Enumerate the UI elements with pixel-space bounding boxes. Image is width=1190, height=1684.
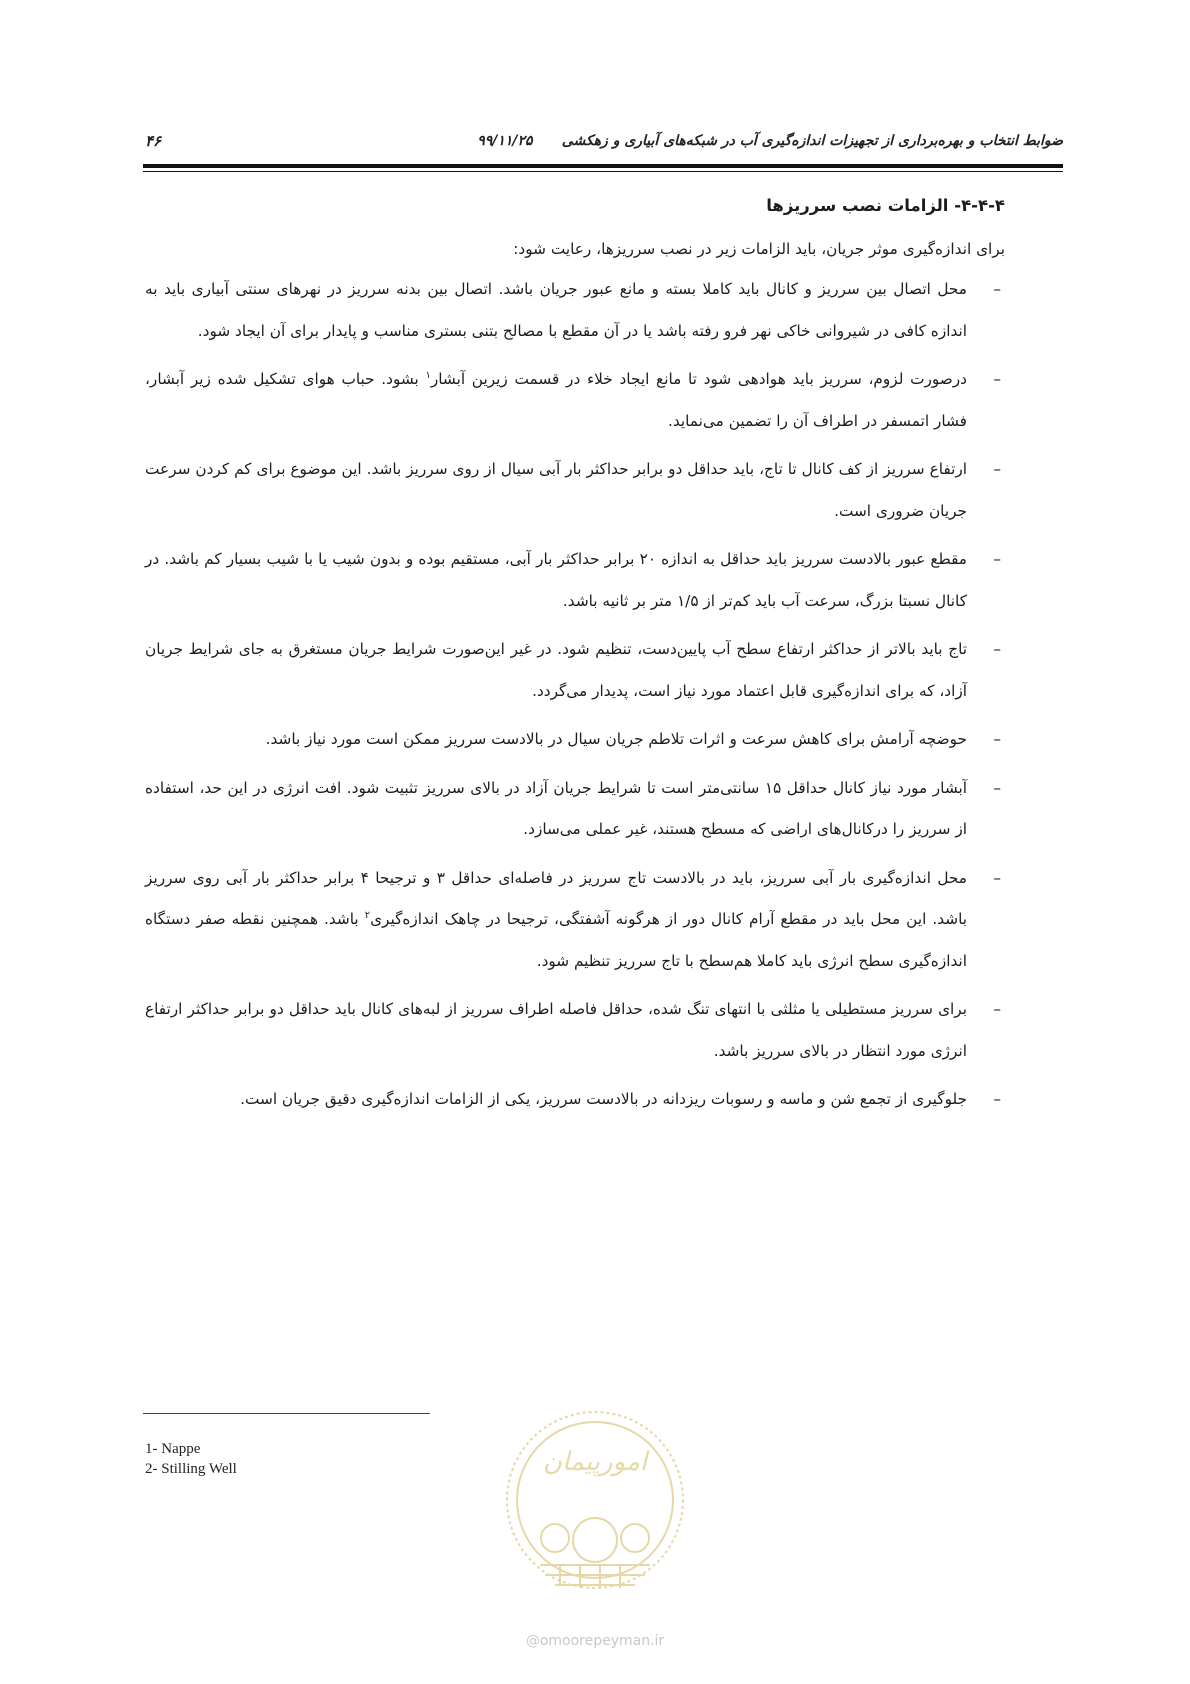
header-title: ضوابط انتخاب و بهره‌برداری از تجهیزات اندازه‌گیری آب در شبکه‌های آبیاری و زهکشی [561, 133, 1063, 149]
bullet-dash: – [993, 370, 1001, 388]
list-item: – جلوگیری از تجمع شن و ماسه و رسوبات ریزدانه در بالادست سرریز، یکی از الزامات اندازه‌گیری دقیق جریان است. [145, 1079, 1005, 1121]
list-item: – محل اتصال بین سرریز و کانال باید کاملا بسته و مانع عبور جریان باشد. اتصال بین بدنه سرریز در نهرهای سنتی آبیاری باید به اندازه کافی در شیروانی خاکی نهر فرو رفته باشد یا در آن مقطع با مصالح بتنی بستری مناسب و پایدار برای آن ایجاد شود. [145, 269, 1005, 352]
bullet-dash: – [993, 640, 1001, 658]
header-title-line [477, 133, 1063, 149]
requirements-list [145, 269, 1005, 1121]
header-rule-thick [143, 164, 1063, 168]
list-item: – برای سرریز مستطیلی یا مثلثی با انتهای تنگ شده، حداقل فاصله اطراف سرریز از لبه‌های کانال باید حداقل دو برابر حداکثر ارتفاع انرژی مورد انتظار در بالای سرریز باشد. [145, 989, 1005, 1072]
list-item: – درصورت لزوم، سرریز باید هوادهی شود تا مانع ایجاد خلاء در قسمت زیرین آبشار$^۱$ بشود. حباب هوای تشکیل شده زیر آبشار، فشار اتمسفر در اطراف آن را تضمین می‌نماید. [145, 359, 1005, 442]
section-heading [145, 196, 1005, 215]
section-number: ۴-۴-۴- [954, 196, 1005, 215]
bullet-dash: – [993, 1090, 1001, 1108]
page-number: ۴۶ [145, 132, 162, 150]
bullet-dash: – [993, 730, 1001, 748]
bullet-dash: – [993, 550, 1001, 568]
list-item: – آبشار مورد نیاز کانال حداقل ۱۵ سانتی‌متر است تا شرایط جریان آزاد در بالای سرریز تثبیت شود. افت انرژی در این حد، استفاده از سرریز را درکانال‌های اراضی که مسطح هستند، غیر عملی می‌سازد. [145, 768, 1005, 851]
page-header [145, 130, 1063, 156]
page-content [145, 196, 1005, 1128]
watermark-logo [500, 1390, 690, 1655]
bullet-dash: – [993, 460, 1001, 478]
footnotes [145, 1439, 237, 1479]
footnote-1: 1- Nappe [145, 1441, 201, 1457]
list-item: – حوضچه آرامش برای کاهش سرعت و اثرات تلاطم جریان سیال در بالادست سرریز ممکن است مورد نیاز باشد. [145, 719, 1005, 761]
footnote-ref: ۲ [364, 909, 371, 921]
bullet-dash: – [993, 1000, 1001, 1018]
section-title: الزامات نصب سرریزها [766, 196, 949, 215]
footnote-ref: ۱ [425, 369, 431, 381]
watermark-site: @omoorepeyman.ir [525, 1633, 665, 1649]
footnote-divider [143, 1413, 430, 1414]
list-item: – مقطع عبور بالادست سرریز باید حداقل به اندازه ۲۰ برابر حداکثر بار آبی، مستقیم بوده و بدون شیب یا با شیب بسیار کم باشد. در کانال نسبتا بزرگ، سرعت آب باید کم‌تر از ۱/۵ متر بر ثانیه باشد. [145, 539, 1005, 622]
header-date: ۹۹/۱۱/۲۵ [477, 133, 533, 149]
list-item: – تاج باید بالاتر از حداکثر ارتفاع سطح آب پایین‌دست، تنظیم شود. در غیر این‌صورت شرایط جریان مستغرق به جای شرایط جریان آزاد، که برای اندازه‌گیری قابل اعتماد مورد نیاز است، پدیدار می‌گردد. [145, 629, 1005, 712]
bullet-dash: – [993, 778, 1001, 797]
footnote-2: 2- Stilling Well [145, 1461, 237, 1477]
list-item: – محل اندازه‌گیری بار آبی سرریز، باید در بالادست تاج سرریز در فاصله‌ای حداقل ۳ و ترجیحا ۴ برابر حداکثر بار آبی روی سرریز باشد. این محل باید در مقطع آرام کانال دور از هرگونه آشفتگی، ترجیحا در چاهک اندازه‌گیری$^۲$ باشد. همچنین نقطه صفر دستگاه اندازه‌گیری سطح انرژی باید کاملا هم‌سطح با تاج سرریز تنظیم شود. [145, 858, 1005, 983]
list-item: – ارتفاع سرریز از کف کانال تا تاج، باید حداقل دو برابر حداکثر بار آبی سیال از روی سرریز باشد. این موضوع برای کم کردن سرعت جریان ضروری است. [145, 449, 1005, 532]
bullet-dash: – [993, 280, 1001, 298]
header-rule-thin [143, 171, 1063, 172]
bullet-dash: – [993, 868, 1001, 887]
watermark-logo-text: امورپیمان [542, 1447, 648, 1477]
intro-paragraph: برای اندازه‌گیری موثر جریان، باید الزامات زیر در نصب سرریزها، رعایت شود: [513, 240, 1005, 258]
